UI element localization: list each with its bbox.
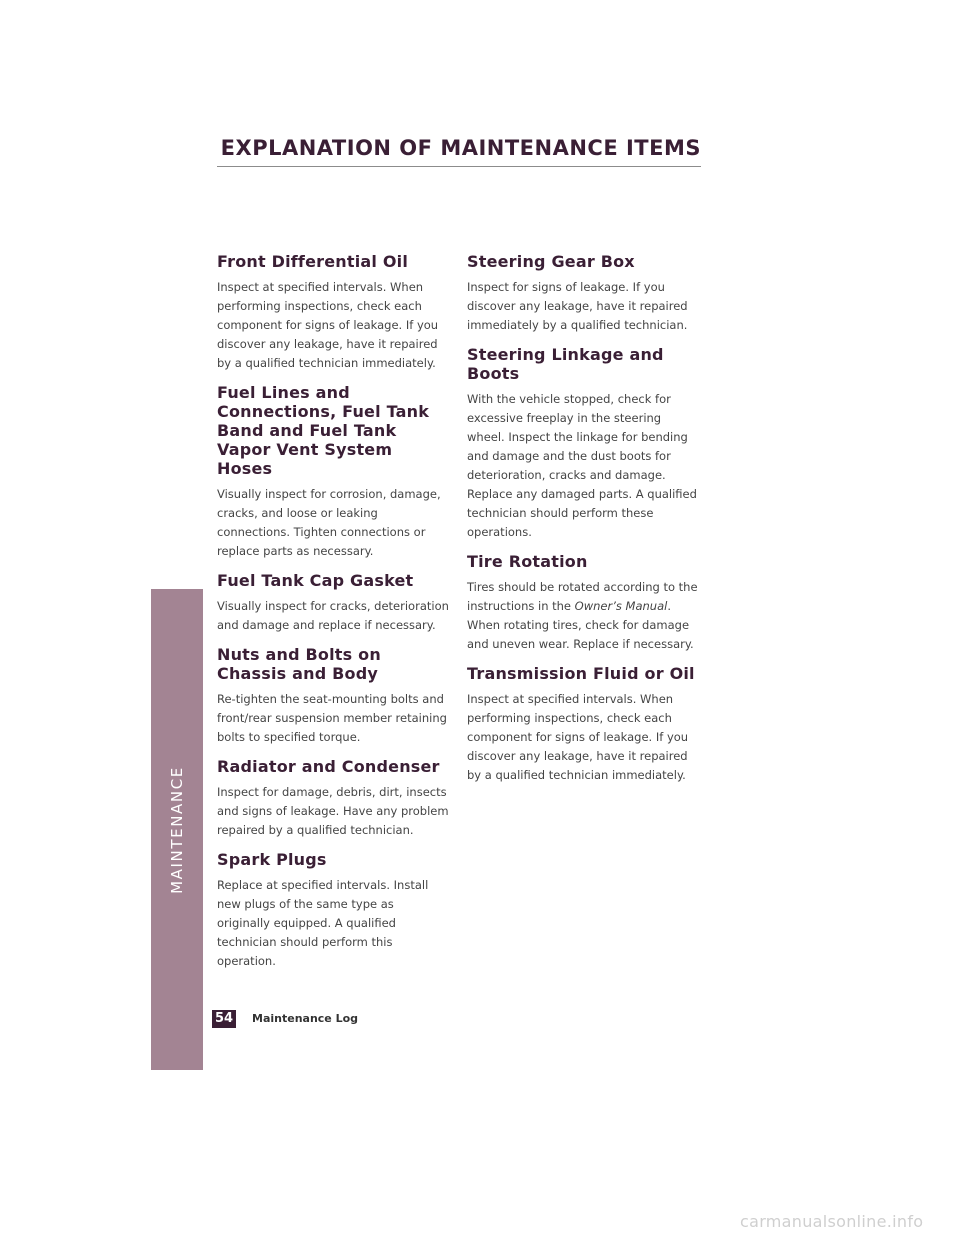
section-body: Visually inspect for corrosion, damage, cracks, and loose or leaking connections. Tighten connections or replace parts as necessary.	[217, 487, 441, 558]
body-text-after: . When rotating tires, check for damage and uneven wear. Replace if necessary.	[467, 599, 694, 651]
footer-section-label: Maintenance Log	[252, 1012, 359, 1025]
section-body: With the vehicle stopped, check for excessive freeplay in the steering wheel. Inspect the linkage for bending and damage and the dust boots for deterioration, cracks and damage. Replace any damaged parts. A qualified technician should perform these operations.	[467, 392, 697, 539]
side-tab-label: MAINTENANCE	[168, 766, 186, 894]
left-column	[217, 252, 449, 981]
section-fuel-lines	[217, 383, 449, 561]
section-heading: Radiator and Condenser	[217, 757, 440, 776]
section-body: Inspect for damage, debris, dirt, insects and signs of leakage. Have any problem repaired by a qualified technician.	[217, 785, 449, 837]
section-heading: Fuel Tank Cap Gasket	[217, 571, 414, 590]
section-body: Inspect for signs of leakage. If you discover any leakage, have it repaired immediately by a qualified technician.	[467, 280, 688, 332]
section-tire-rotation	[467, 552, 701, 654]
section-transmission-fluid	[467, 664, 701, 785]
section-heading: Fuel Lines and Connections, Fuel Tank Band and Fuel Tank Vapor Vent System Hoses	[217, 383, 430, 478]
section-steering-linkage	[467, 345, 701, 542]
section-body: Replace at specified intervals. Install new plugs of the same type as originally equipped. A qualified technician should perform this operation.	[217, 878, 429, 968]
page-number-badge: 54	[212, 1010, 236, 1028]
section-heading: Front Differential Oil	[217, 252, 409, 271]
page-title: EXPLANATION OF MAINTENANCE ITEMS	[220, 136, 701, 160]
section-fuel-tank-cap-gasket	[217, 571, 449, 635]
section-body: Re-tighten the seat-mounting bolts and front/rear suspension member retaining bolts to specified torque.	[217, 692, 447, 744]
watermark: carmanualsonline.info	[740, 1212, 924, 1231]
section-body	[467, 578, 701, 654]
section-radiator-and-condenser	[217, 757, 449, 840]
section-body: Visually inspect for cracks, deterioration and damage and replace if necessary.	[217, 599, 449, 632]
section-heading: Nuts and Bolts on Chassis and Body	[217, 645, 381, 683]
owners-manual-reference: Owner’s Manual	[574, 599, 668, 613]
section-front-differential-oil	[217, 252, 449, 373]
section-body: Inspect at specified intervals. When performing inspections, check each component for signs of leakage. If you discover any leakage, have it repaired by a qualified technician immediately.	[217, 280, 439, 370]
right-column	[467, 252, 701, 795]
section-heading: Steering Gear Box	[467, 252, 635, 271]
section-heading: Tire Rotation	[467, 552, 588, 571]
section-heading: Transmission Fluid or Oil	[467, 664, 695, 683]
section-heading: Spark Plugs	[217, 850, 327, 869]
section-heading: Steering Linkage and Boots	[467, 345, 664, 383]
section-body: Inspect at specified intervals. When performing inspections, check each component for signs of leakage. If you discover any leakage, have it repaired by a qualified technician immediately.	[467, 692, 689, 782]
section-steering-gear-box	[467, 252, 701, 335]
body-text-before: Tires should be rotated according to the instructions in the	[467, 580, 698, 613]
section-spark-plugs	[217, 850, 449, 971]
section-nuts-and-bolts	[217, 645, 449, 747]
header-divider	[217, 166, 701, 167]
